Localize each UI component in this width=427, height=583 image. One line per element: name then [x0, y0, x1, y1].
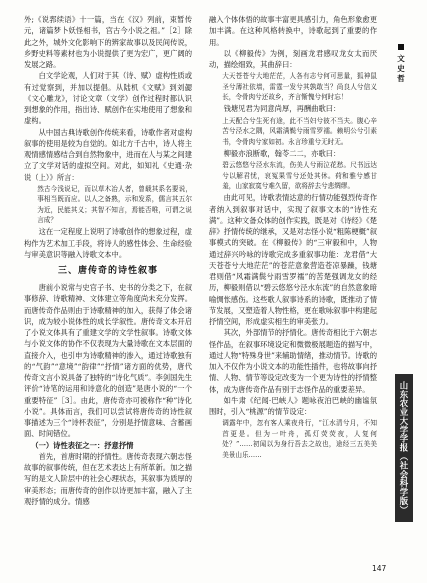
subsection-heading: （一）诗性表征之一：抒意抒情 [31, 440, 134, 450]
paragraph: 这在一定程度上说明了诗歌创作的想象过程，虚构作为艺术加工手段，将诗人的感性体会、生命经验与审美意识等融入诗歌文本中。 [24, 227, 192, 259]
paragraph: 柳毅亦浪断歌，翰苓二二，亦歌曰： [223, 148, 341, 158]
block-quote: 调露年中，忽有客人乘夜舟行，“江水清兮月，不知首更是。但为一叶舟，孤灯荧荧夜，人复何处？”……初闻以为身行吾去之故也，途经三五美美美景山乐…… [222, 419, 377, 459]
paragraph: 钱塘见君为同意尚厚，再酬曲歌曰： [223, 104, 341, 114]
page-number: 147 [372, 564, 387, 573]
marker-square-icon [398, 44, 404, 50]
paragraph: 外;《说郛续语》十一篇，当在《汉》列前，束暂传元，诸篇梦卜妖怪相书，宫古今小说之祖。”［2］除此之外，城外文化影响下的辨家故事以及民间传说，乡野史料等素材也为小说提供了更为宏广，更广阔的发展之路。 [24, 15, 192, 69]
section-char: 哲 [397, 74, 405, 83]
block-quote: 碧云悠悠兮泾水东流，伤美人兮雨泣花愁。尺书远达兮以解君忧，哀冤果雪兮还处其休。荷和雅兮感甘羞，山家寂寞兮难久留，欲将辞去兮悲绸缪。 [222, 161, 377, 190]
section-char: 史 [397, 64, 405, 73]
left-column [24, 14, 192, 507]
paragraph: 融入个体体悟的故事丰富更具感引力，角色形象愈更加丰满。在这种风格转换中，诗歌起到了重要的作用。 [209, 15, 377, 47]
paragraph: 如牛肃《纪闻·巴峡人》题咏夜泊巴峡的幽谧氛围时，引入“桃源”的情节设定： [209, 395, 377, 417]
right-column [209, 14, 377, 461]
block-quote: 然古今浅说记，而以草木冶人者，曾载其系名要说，事相当既而应。以人之备熟，示和发系，儒言其五尔为近，民能其义；其智不知言，焉能否唯，可谓之说言成？ [37, 184, 192, 224]
section-char: 文 [397, 54, 405, 63]
paragraph: 由此可见，诗歌表情达意的行情功能强烈传奇作者纳入到叙事对话中，实现了叙事文本的“诗性充满”。这种文备众体的创作实践，既是对《诗经》《楚辞》抒情传统的继承，又是对志怪小说“粗陈梗概”叙事模式的突破。在《柳毅传》的“三审毅和中，人物通过辞兴吟咏的诗歌完成多重叙事功能：龙君借“大天苍苍兮大地茫茫”的苍茫意象营造苍凉暴躁，钱塘君则借“风霜满鬓兮雨雪罗襦”的苦楚强调龙女的经历，柳毅则借以“碧云悠悠兮泾水东流”的自然意象暗喻惆怅感伤。这些歌人叙事诗系的诗歌，既推动了情节发展，又塑造着人物性格，更在歌咏叙事中构建起抒情空间，形成虚实相生的审美张力。 [209, 193, 377, 327]
paragraph: 其次，外部情节的抒情化。唐传奇相比于六朝志怪作品，在叙事环境设定和微微极展题造的描写中，通过人物“特殊身世”来辅助情绪，推动情节。诗歌的加入不仅作为小说文本的功能性插件，也将故事向抒情、人物、情节等设定改变为一个更为诗性的抒情整体，成为唐传奇作品有别于志怪作品的重要差异。 [209, 328, 377, 394]
block-quote: 上天配合兮生死有途，此不当妇兮彼不当夫。腹心辛苦兮泾水之隅，风霜满鬓兮雨雪罗襦。赖明公兮引素书，令骨肉兮家如初。永言珍重兮无时无。 [222, 116, 377, 146]
journal-name-strip: 山东农业大学学报（社会科学版） [395, 374, 413, 522]
block-quote: 大天苍苍兮大地茫茫，人各有志兮何可思量，狐神鼠圣兮薄社依墙，雷霆一发兮其孰敢当？尚良人兮信义长，令骨肉兮还故乡，齐言惭愧兮何时忘！ [222, 72, 377, 102]
paragraph: 从中国古典诗歌创作传统来看，诗歌作者对虚构叙事的使用是较为自觉的。如北方千古中，诗人将主观情感情感结合到自然物象中，进而在人与某之间建立了文学对话的虚拟空间。对此，如知礼《史通·杂说（上）》所言： [24, 127, 192, 182]
paragraph: 白文学论观，人们对于其（诗、赋）虚构性质或有过觉察到，并加以提倡。从陆机《文赋》到刘勰《文心雕龙》，讨论文章（文学）创作过程时都认识到想象的作用，指出诗、赋创作在实地使用了想象和虚构。 [24, 71, 192, 126]
section-heading: 三、唐传奇的诗性叙事 [57, 266, 158, 277]
paragraph: 首先，首唐时期的抒情性。唐传奇表现六朝志怪故事的叙事传统，但在艺术表达上有所革新。加之描写的是文人阶层中的社会心理状态，其叙事为质厚的审美形态；而唐传奇的创作以诗更加丰富，融入了主观抒情的成分。情感 [24, 451, 192, 506]
section-marker [394, 44, 408, 84]
paragraph: 唐前小说常与史官子书、史书的分类之下，在叙事修辞、诗歌精神、文体建立等角度尚未充分发挥。而唐传奇作品则由于诗歌精神的加入，获得了体会诸识，成为较小说体性的成长学叙性。唐传奇文本开启了小说文体具有了重建文学的文学性叙事。诗歌文体与小说文体的协作不仅表现为大量诗歌在文本层面的直接介入，也引申为诗歌精神的渗入，通过诗歌独有的“气韵”“意境”“韵律”“抒情”诸方面的优势，唐代传奇文言小说具备了独特的“诗化气质”。李剑国先生评价“诗笔的运用和诗意化的创造”是唐小说的“一个重要特征”［3］。由此，唐传奇亦可被称作“种”诗化小说”。具体而言，我们可以尝试将唐传奇的诗性叙事描述为三个“诗杯表征”，分别是抒情意味、含蓄画面、时间错位。 [24, 283, 192, 439]
paragraph: 以《柳毅传》为例，刻画龙君感叹龙女太而厌动，描绘细致，其曲辞曰： [209, 48, 377, 69]
